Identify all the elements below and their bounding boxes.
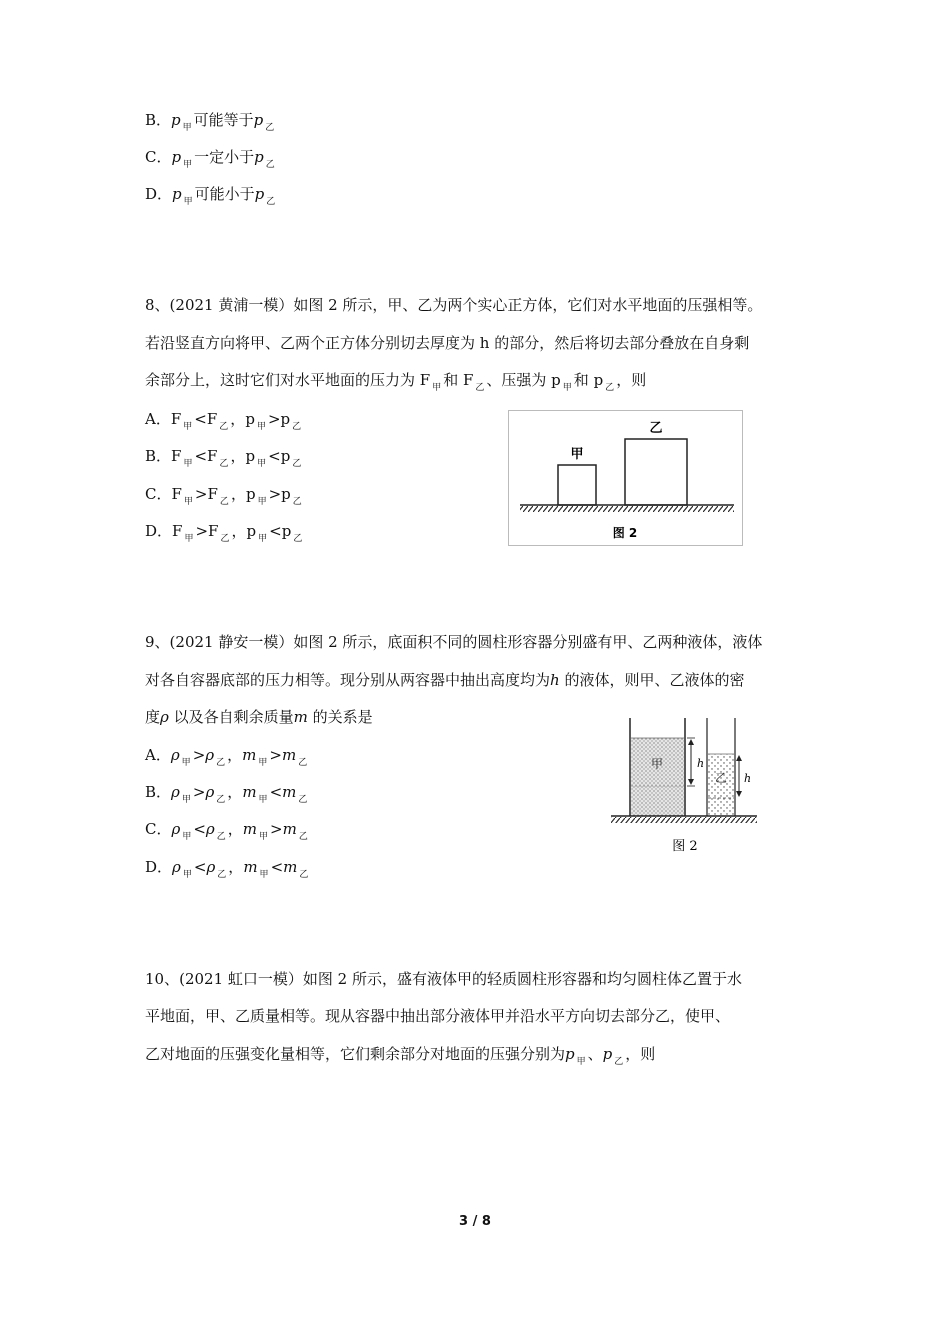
q7-option-d <box>145 184 277 207</box>
option-label: A． <box>145 746 171 764</box>
option-label: C． <box>145 485 172 503</box>
q10-stem-line3 <box>145 1044 655 1067</box>
q7-option-b <box>145 110 276 133</box>
var-m: m <box>283 858 298 876</box>
subscript: 甲 <box>184 534 194 544</box>
var-m: m <box>242 783 257 801</box>
option-label: B． <box>145 111 172 129</box>
option-label: D． <box>145 858 173 876</box>
q7-option-c <box>145 147 277 170</box>
subscript: 甲 <box>258 758 268 768</box>
label-h-jia: h <box>697 757 705 770</box>
subscript: 乙 <box>292 422 302 432</box>
text: 余部分上，这时它们对水平地面的压力为 F <box>145 371 431 389</box>
q9-option-a <box>145 745 309 768</box>
subscript: 乙 <box>216 758 226 768</box>
var-rho: ρ <box>160 708 169 726</box>
subscript: 乙 <box>219 459 229 469</box>
relation: < <box>194 410 207 428</box>
subscript: 甲 <box>258 795 268 805</box>
relation: < <box>268 447 281 465</box>
separator: ， <box>227 783 243 801</box>
relation: < <box>269 522 282 540</box>
var-p: p <box>254 148 264 166</box>
separator: ， <box>230 447 246 465</box>
option-label: B． <box>145 783 172 801</box>
q9-stem-line3 <box>145 707 373 727</box>
q9-stem-line1: 9、(2021 静安一模）如图 2 所示，底面积不同的圆柱形容器分别盛有甲、乙两种液体，液体 <box>145 633 763 651</box>
text: 的液体，则甲、乙液体的密 <box>559 671 745 689</box>
figure-caption: 图 2 <box>672 839 698 854</box>
var-rho: ρ <box>170 746 180 764</box>
text: 以及各自剩余质量 <box>168 708 294 726</box>
option-label: D． <box>145 522 173 540</box>
relation: < <box>193 858 207 876</box>
text: 和 p <box>573 371 604 389</box>
relation: > <box>268 485 282 503</box>
var-f: F <box>170 410 182 428</box>
relation: < <box>270 858 284 876</box>
subscript: 甲 <box>258 534 268 544</box>
q8-stem-line3 <box>145 370 646 393</box>
var-m: m <box>293 708 308 726</box>
subscript: 乙 <box>216 832 226 842</box>
var-f: F <box>206 410 218 428</box>
subscript: 乙 <box>614 1057 624 1067</box>
var-p: p <box>280 410 291 428</box>
var-rho: ρ <box>205 783 215 801</box>
var-rho: ρ <box>205 746 215 764</box>
subscript: 甲 <box>183 160 193 170</box>
q10-stem-line1: 10、(2021 虹口一模）如图 2 所示，盛有液体甲的轻质圆柱形容器和均匀圆柱体乙置于水 <box>145 970 742 988</box>
var-p: p <box>280 447 291 465</box>
q8-option-c <box>145 484 304 507</box>
subscript: 甲 <box>183 422 193 432</box>
q8-stem-line1: 8、(2021 黄浦一模）如图 2 所示，甲、乙为两个实心正方体，它们对水平地面的压强相等。 <box>145 296 763 314</box>
separator: ， <box>231 522 247 540</box>
subscript: 甲 <box>432 383 442 393</box>
text: 、压强为 p <box>486 371 561 389</box>
var-rho: ρ <box>172 858 181 876</box>
var-rho: ρ <box>206 858 216 876</box>
q10-stem-line2: 平地面，甲、乙质量相等。现从容器中抽出部分液体甲并沿水平方向切去部分乙，使甲、 <box>145 1007 731 1025</box>
var-p: p <box>246 522 257 540</box>
var-p: p <box>245 485 256 503</box>
separator: ， <box>227 746 243 764</box>
ground-hatch <box>611 817 757 823</box>
subscript: 乙 <box>219 422 229 432</box>
var-m: m <box>242 746 257 764</box>
label-yi: 乙 <box>649 421 663 436</box>
relation-text: 可能等于 <box>193 111 254 129</box>
relation: < <box>194 447 208 465</box>
var-p: p <box>602 1045 613 1063</box>
label-jia: 甲 <box>570 447 584 462</box>
var-f: F <box>171 485 182 503</box>
var-p: p <box>171 111 181 129</box>
label-h-yi: h <box>744 772 752 785</box>
separator: ， <box>230 485 246 503</box>
q8-stem-line2: 若沿竖直方向将甲、乙两个正方体分别切去厚度为 h 的部分，然后将切去部分叠放在自身剩 <box>145 334 750 352</box>
cube-jia <box>558 465 596 505</box>
figure-caption: 图 2 <box>612 526 638 540</box>
arrowhead-down <box>688 779 694 785</box>
subscript: 甲 <box>576 1057 586 1067</box>
var-h: h <box>550 671 560 689</box>
var-p: p <box>171 148 182 166</box>
text: 、 <box>587 1045 603 1063</box>
arrowhead-up <box>688 739 694 745</box>
var-p: p <box>172 185 182 203</box>
option-label: B． <box>145 447 172 465</box>
relation: > <box>192 783 206 801</box>
subscript: 甲 <box>183 197 193 207</box>
q8-option-b <box>145 446 303 469</box>
q9-option-d <box>145 857 310 880</box>
var-p: p <box>254 185 265 203</box>
var-m: m <box>281 746 297 764</box>
arrowhead-down <box>736 791 742 797</box>
relation-text: 一定小于 <box>194 148 255 166</box>
subscript: 乙 <box>217 870 227 880</box>
relation: > <box>270 820 283 838</box>
relation: < <box>269 783 283 801</box>
var-m: m <box>282 783 297 801</box>
var-p: p <box>281 522 292 540</box>
subscript: 乙 <box>266 197 276 207</box>
subscript: 甲 <box>181 795 191 805</box>
q9-figure-containers <box>605 710 765 860</box>
subscript: 甲 <box>183 497 193 507</box>
relation: < <box>193 820 206 838</box>
var-rho: ρ <box>171 783 180 801</box>
var-f: F <box>208 522 219 540</box>
var-m: m <box>243 858 258 876</box>
subscript: 乙 <box>605 383 615 393</box>
var-p: p <box>281 485 291 503</box>
liquid-jia <box>631 738 684 816</box>
subscript: 甲 <box>562 383 572 393</box>
subscript: 乙 <box>299 870 309 880</box>
text: 度 <box>145 708 161 726</box>
subscript: 乙 <box>292 459 302 469</box>
var-f: F <box>207 447 218 465</box>
q9-option-c <box>145 819 310 842</box>
var-p: p <box>245 447 256 465</box>
q8-option-a <box>145 409 303 432</box>
text: ，则 <box>625 1045 656 1063</box>
text: 乙对地面的压强变化量相等，它们剩余部分对地面的压强分别为 <box>145 1045 566 1063</box>
subscript: 甲 <box>257 497 267 507</box>
subscript: 乙 <box>298 758 308 768</box>
q9-stem-line2 <box>145 670 744 690</box>
subscript: 甲 <box>182 123 192 133</box>
subscript: 乙 <box>216 795 226 805</box>
subscript: 乙 <box>220 534 230 544</box>
subscript: 乙 <box>298 795 308 805</box>
relation: > <box>194 485 208 503</box>
var-f: F <box>172 522 183 540</box>
q8-figure-cubes <box>508 410 743 546</box>
subscript: 甲 <box>257 459 267 469</box>
var-m: m <box>282 820 297 838</box>
separator: ， <box>227 820 243 838</box>
relation: > <box>267 410 281 428</box>
q9-option-b <box>145 782 309 805</box>
var-rho: ρ <box>171 820 181 838</box>
label-jia: 甲 <box>650 757 664 771</box>
option-label: A． <box>145 410 171 428</box>
subscript: 甲 <box>182 870 192 880</box>
subscript: 乙 <box>475 383 485 393</box>
relation: > <box>192 746 206 764</box>
subscript: 甲 <box>259 870 269 880</box>
var-f: F <box>207 485 218 503</box>
relation: > <box>195 522 209 540</box>
option-label: D． <box>145 185 173 203</box>
var-p: p <box>565 1045 575 1063</box>
var-p: p <box>253 111 264 129</box>
text: 对各自容器底部的压力相等。现分别从两容器中抽出高度均为 <box>145 671 551 689</box>
text: 和 F <box>443 371 474 389</box>
text: 的关系是 <box>307 708 373 726</box>
label-yi: 乙 <box>714 771 728 785</box>
var-rho: ρ <box>205 820 215 838</box>
var-m: m <box>242 820 257 838</box>
subscript: 乙 <box>265 160 275 170</box>
subscript: 乙 <box>219 497 229 507</box>
subscript: 甲 <box>182 832 192 842</box>
liquid-yi <box>708 754 734 816</box>
subscript: 甲 <box>181 758 191 768</box>
ground-hatch <box>520 506 734 512</box>
option-label: C． <box>145 820 172 838</box>
q8-option-d <box>145 521 304 544</box>
subscript: 乙 <box>298 832 308 842</box>
subscript: 甲 <box>259 832 269 842</box>
separator: ， <box>230 410 246 428</box>
relation-text: 可能小于 <box>194 185 255 203</box>
cube-yi <box>625 439 687 505</box>
subscript: 乙 <box>292 497 302 507</box>
option-label: C． <box>145 148 172 166</box>
subscript: 乙 <box>293 534 303 544</box>
var-p: p <box>245 410 255 428</box>
separator: ， <box>228 858 244 876</box>
subscript: 乙 <box>265 123 275 133</box>
var-f: F <box>171 447 182 465</box>
subscript: 甲 <box>183 459 193 469</box>
relation: > <box>269 746 282 764</box>
subscript: 甲 <box>256 422 266 432</box>
page-number: 3 / 8 <box>459 1214 491 1229</box>
text: ，则 <box>616 371 647 389</box>
arrowhead-up <box>736 755 742 761</box>
